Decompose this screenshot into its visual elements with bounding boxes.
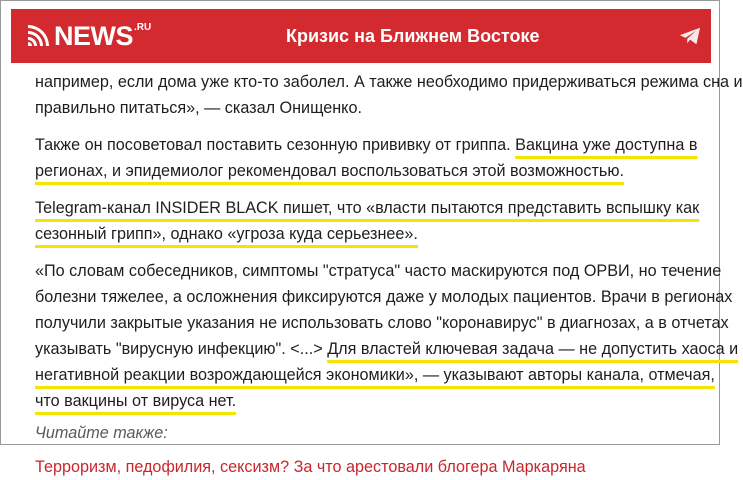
related-article-link[interactable]: Терроризм, педофилия, сексизм? За что арестовали блогера Маркаряна [35,458,586,476]
text-line [35,362,715,388]
highlighted-text: Для властей ключевая задача — не допустить хаоса и [327,340,739,358]
highlighted-text: негативной реакции возрождающейся экономики [35,366,405,384]
paragraph-2 [35,132,698,184]
text-line: получили закрытые указания не использовать слово "коронавирус" в диагнозах, а в отчетах [35,314,729,332]
site-header [11,9,711,63]
highlighted-text: что вакцины от вируса нет. [35,392,237,410]
text-line: правильно питаться», — сказал Онищенко. [35,99,362,117]
text-line: «По словам собеседников, симптомы "стратуса" часто маскируются под ОРВИ, но течение [35,262,722,280]
article-body [35,69,743,480]
text-line [35,221,695,247]
site-logo[interactable] [25,21,151,51]
text-line [35,195,700,221]
text-line [35,388,695,414]
highlighted-text: ». [404,225,418,243]
text-line: например, если дома уже кто-то заболел. А также необходимо придерживаться режима сна и [35,73,743,91]
text-line: болезни тяжелее, а осложнения фиксируются даже у молодых пациентов. Врачи в регионах [35,288,733,306]
text-line [35,132,698,158]
header-title[interactable]: Кризис на Ближнем Востоке [286,26,540,46]
highlighted-text: », — указывают авторы канала, отмечая, [404,366,715,384]
text-fragment: Также он посоветовал поставить сезонную прививку от гриппа. [35,136,516,154]
highlighted-text: Telegram-канал INSIDER BLACK пишет, что « [35,199,376,217]
news-logo-icon [25,21,51,49]
highlighted-text: сезонный грипп [35,225,153,243]
text-fragment: указывать "вирусную инфекцию". <...> [35,340,328,358]
text-line [35,336,739,362]
text-line [35,158,695,184]
paragraph-3 [35,195,700,247]
highlighted-text: угроза куда серьезнее [236,225,405,243]
highlighted-text: власти пытаются представить вспышку как [375,199,700,217]
logo-domain-suffix: .RU [134,22,152,33]
logo-wordmark: NEWS [54,21,133,51]
highlighted-text: Вакцина уже доступна в [515,136,698,154]
read-also-label: Читайте также: [35,424,168,442]
paragraph-1 [35,69,743,121]
highlighted-text: регионах, и эпидемиолог рекомендовал воспользоваться этой возможностью. [35,162,625,180]
telegram-icon[interactable] [679,26,701,46]
highlighted-text: », однако « [152,225,237,243]
paragraph-4 [35,258,739,414]
